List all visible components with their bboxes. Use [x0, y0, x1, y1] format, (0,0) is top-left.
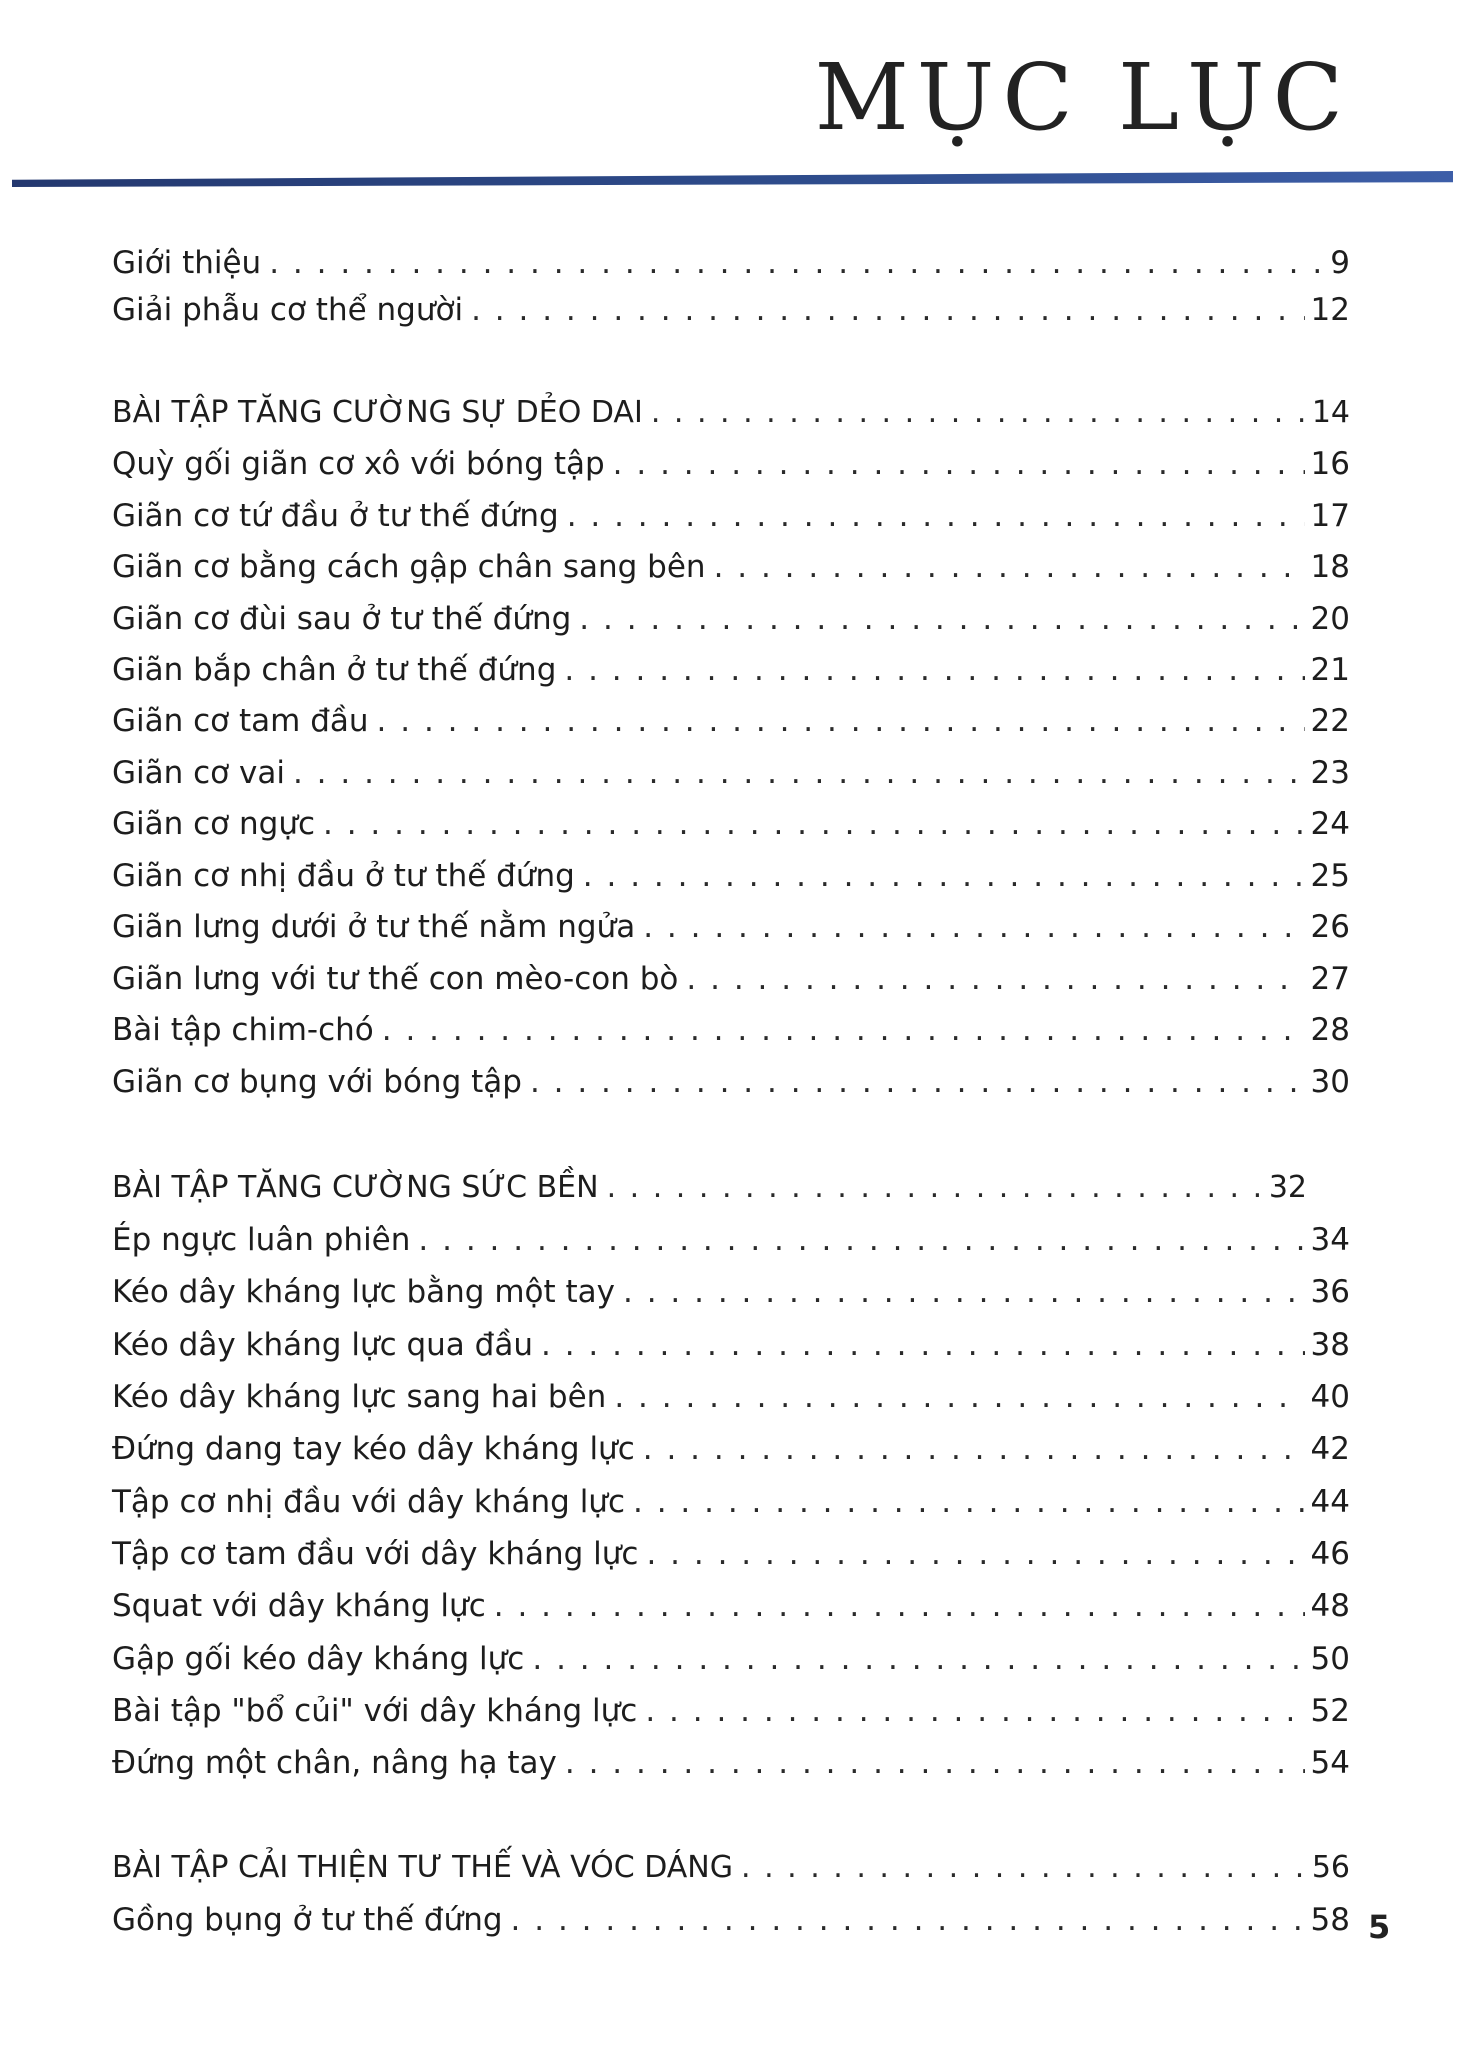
toc-leader-dots — [377, 701, 1305, 741]
toc-leader-dots — [532, 1639, 1304, 1679]
toc-entry-title: Tập cơ nhị đầu với dây kháng lực — [112, 1484, 625, 1520]
toc-entry-title: Giới thiệu — [112, 245, 262, 281]
toc-entry[interactable] — [112, 290, 1350, 330]
toc-entry-page: 38 — [1310, 1327, 1350, 1363]
toc-entry-page: 46 — [1310, 1536, 1350, 1572]
toc-entry-title: Giãn cơ tam đầu — [112, 703, 369, 739]
toc-entry-title: Bài tập chim-chó — [112, 1012, 374, 1048]
toc-leader-dots — [269, 243, 1324, 283]
toc-leader-dots — [293, 753, 1305, 793]
toc-leader-dots — [530, 1062, 1305, 1102]
toc-entry-page: 54 — [1310, 1745, 1350, 1781]
toc-entry[interactable] — [112, 496, 1350, 536]
page-title: MỤC LỤC — [814, 44, 1351, 151]
toc-leader-dots — [382, 1010, 1305, 1050]
toc-entry-title: Giãn cơ nhị đầu ở tư thế đứng — [112, 858, 575, 894]
toc-leader-dots — [651, 393, 1306, 433]
toc-entry[interactable] — [112, 1743, 1350, 1783]
toc-entry-title: Giãn cơ bằng cách gập chân sang bên — [112, 549, 706, 585]
toc-leader-dots — [565, 1743, 1305, 1783]
toc-entry[interactable] — [112, 650, 1350, 690]
toc-entry-title: Đứng một chân, nâng hạ tay — [112, 1745, 557, 1781]
toc-entry-page: 58 — [1310, 1902, 1350, 1938]
toc-entry-title: Giãn bắp chân ở tư thế đứng — [112, 652, 557, 688]
toc-entry[interactable] — [112, 1220, 1350, 1260]
toc-leader-dots — [714, 547, 1305, 587]
toc-entry-title: Đứng dang tay kéo dây kháng lực — [112, 1431, 635, 1467]
toc-entry-page: 16 — [1310, 446, 1350, 482]
toc-entry[interactable] — [112, 804, 1350, 844]
toc-entry-page: 34 — [1310, 1222, 1350, 1258]
toc-leader-dots — [494, 1586, 1305, 1626]
toc-entry-page: 25 — [1310, 858, 1350, 894]
toc-leader-dots — [646, 1534, 1304, 1574]
toc-leader-dots — [511, 1900, 1305, 1940]
toc-entry-page: 48 — [1310, 1588, 1350, 1624]
toc-leader-dots — [686, 959, 1304, 999]
toc-leader-dots — [323, 804, 1305, 844]
toc-entry-page: 36 — [1310, 1274, 1350, 1310]
toc-entry[interactable] — [112, 1377, 1350, 1417]
toc-section-heading[interactable] — [112, 1848, 1350, 1888]
toc-entry[interactable] — [112, 444, 1350, 484]
toc-leader-dots — [614, 1377, 1304, 1417]
toc-leader-dots — [613, 444, 1305, 484]
toc-entry-page: 40 — [1310, 1379, 1350, 1415]
toc-leader-dots — [579, 599, 1304, 639]
toc-entry[interactable] — [112, 1586, 1350, 1626]
toc-entry[interactable] — [112, 1429, 1350, 1469]
toc-entry-page: 52 — [1310, 1693, 1350, 1729]
toc-entry[interactable] — [112, 1325, 1350, 1365]
toc-entry-page: 42 — [1310, 1431, 1350, 1467]
toc-leader-dots — [741, 1848, 1306, 1888]
toc-entry-page: 56 — [1311, 1850, 1350, 1885]
toc-leader-dots — [633, 1482, 1305, 1522]
toc-entry-page: 26 — [1310, 909, 1350, 945]
toc-leader-dots — [541, 1325, 1305, 1365]
toc-entry[interactable] — [112, 1482, 1350, 1522]
toc-entry-title: BÀI TẬP TĂNG CƯỜNG SỨC BỀN — [112, 1170, 599, 1205]
toc-entry-title: Kéo dây kháng lực bằng một tay — [112, 1274, 616, 1310]
toc-entry-title: Gập gối kéo dây kháng lực — [112, 1641, 525, 1677]
toc-entry-title: BÀI TẬP TĂNG CƯỜNG SỰ DẺO DAI — [112, 395, 643, 430]
toc-entry-title: BÀI TẬP CẢI THIỆN TƯ THẾ VÀ VÓC DÁNG — [112, 1850, 733, 1885]
toc-entry-title: Gồng bụng ở tư thế đứng — [112, 1902, 503, 1938]
toc-leader-dots — [623, 1272, 1305, 1312]
toc-entry-page: 17 — [1310, 498, 1350, 534]
toc-entry-page: 18 — [1310, 549, 1350, 585]
toc-entry-title: Quỳ gối giãn cơ xô với bóng tập — [112, 446, 605, 482]
toc-entry-title: Giãn lưng dưới ở tư thế nằm ngửa — [112, 909, 636, 945]
toc-entry-title: Giải phẫu cơ thể người — [112, 292, 464, 328]
toc-leader-dots — [643, 907, 1304, 947]
toc-section-heading[interactable] — [112, 1168, 1307, 1208]
toc-leader-dots — [643, 1429, 1305, 1469]
toc-leader-dots — [564, 650, 1304, 690]
toc-entry[interactable] — [112, 1691, 1350, 1731]
toc-entry-title: Kéo dây kháng lực qua đầu — [112, 1327, 533, 1363]
toc-entry[interactable] — [112, 701, 1350, 741]
toc-entry-page: 30 — [1310, 1064, 1350, 1100]
toc-entry[interactable] — [112, 1900, 1350, 1940]
toc-entry[interactable] — [112, 1534, 1350, 1574]
toc-entry-title: Giãn cơ vai — [112, 755, 285, 791]
toc-entry[interactable] — [112, 907, 1350, 947]
toc-entry-page: 20 — [1310, 601, 1350, 637]
toc-entry-page: 50 — [1310, 1641, 1350, 1677]
toc-entry-title: Giãn cơ tứ đầu ở tư thế đứng — [112, 498, 559, 534]
toc-entry-page: 12 — [1310, 292, 1350, 328]
toc-leader-dots — [583, 856, 1305, 896]
toc-entry[interactable] — [112, 547, 1350, 587]
toc-entry[interactable] — [112, 599, 1350, 639]
toc-entry[interactable] — [112, 1639, 1350, 1679]
toc-leader-dots — [471, 290, 1304, 330]
toc-entry[interactable] — [112, 243, 1350, 283]
toc-entry-page: 32 — [1268, 1170, 1307, 1205]
toc-entry-title: Giãn cơ đùi sau ở tư thế đứng — [112, 601, 572, 637]
toc-entry-page: 24 — [1310, 806, 1350, 842]
toc-entry-title: Giãn lưng với tư thế con mèo-con bò — [112, 961, 679, 997]
page-number: 5 — [1368, 1908, 1391, 1946]
toc-entry[interactable] — [112, 959, 1350, 999]
toc-entry-page: 14 — [1311, 395, 1350, 430]
toc-entry-title: Bài tập "bổ củi" với dây kháng lực — [112, 1693, 638, 1729]
toc-entry[interactable] — [112, 753, 1350, 793]
toc-entry[interactable] — [112, 1010, 1350, 1050]
toc-entry-title: Ép ngực luân phiên — [112, 1222, 411, 1258]
toc-section-heading[interactable] — [112, 393, 1350, 433]
toc-entry-title: Kéo dây kháng lực sang hai bên — [112, 1379, 607, 1415]
toc-entry-title: Giãn cơ ngực — [112, 806, 316, 842]
toc-entry-page: 44 — [1310, 1484, 1350, 1520]
toc-entry[interactable] — [112, 1272, 1350, 1312]
toc-leader-dots — [567, 496, 1305, 536]
toc-entry[interactable] — [112, 856, 1350, 896]
toc-entry-page: 28 — [1310, 1012, 1350, 1048]
toc-entry-page: 27 — [1310, 961, 1350, 997]
toc-leader-dots — [418, 1220, 1304, 1260]
toc-leader-dots — [645, 1691, 1304, 1731]
toc-entry-page: 9 — [1330, 245, 1350, 281]
toc-entry-title: Giãn cơ bụng với bóng tập — [112, 1064, 522, 1100]
toc-entry-page: 21 — [1310, 652, 1350, 688]
toc-entry-title: Tập cơ tam đầu với dây kháng lực — [112, 1536, 639, 1572]
toc-entry-page: 23 — [1310, 755, 1350, 791]
toc-leader-dots — [607, 1168, 1263, 1208]
toc-entry-page: 22 — [1310, 703, 1350, 739]
toc-entry-title: Squat với dây kháng lực — [112, 1588, 486, 1624]
header-divider — [12, 171, 1453, 187]
toc-entry[interactable] — [112, 1062, 1350, 1102]
